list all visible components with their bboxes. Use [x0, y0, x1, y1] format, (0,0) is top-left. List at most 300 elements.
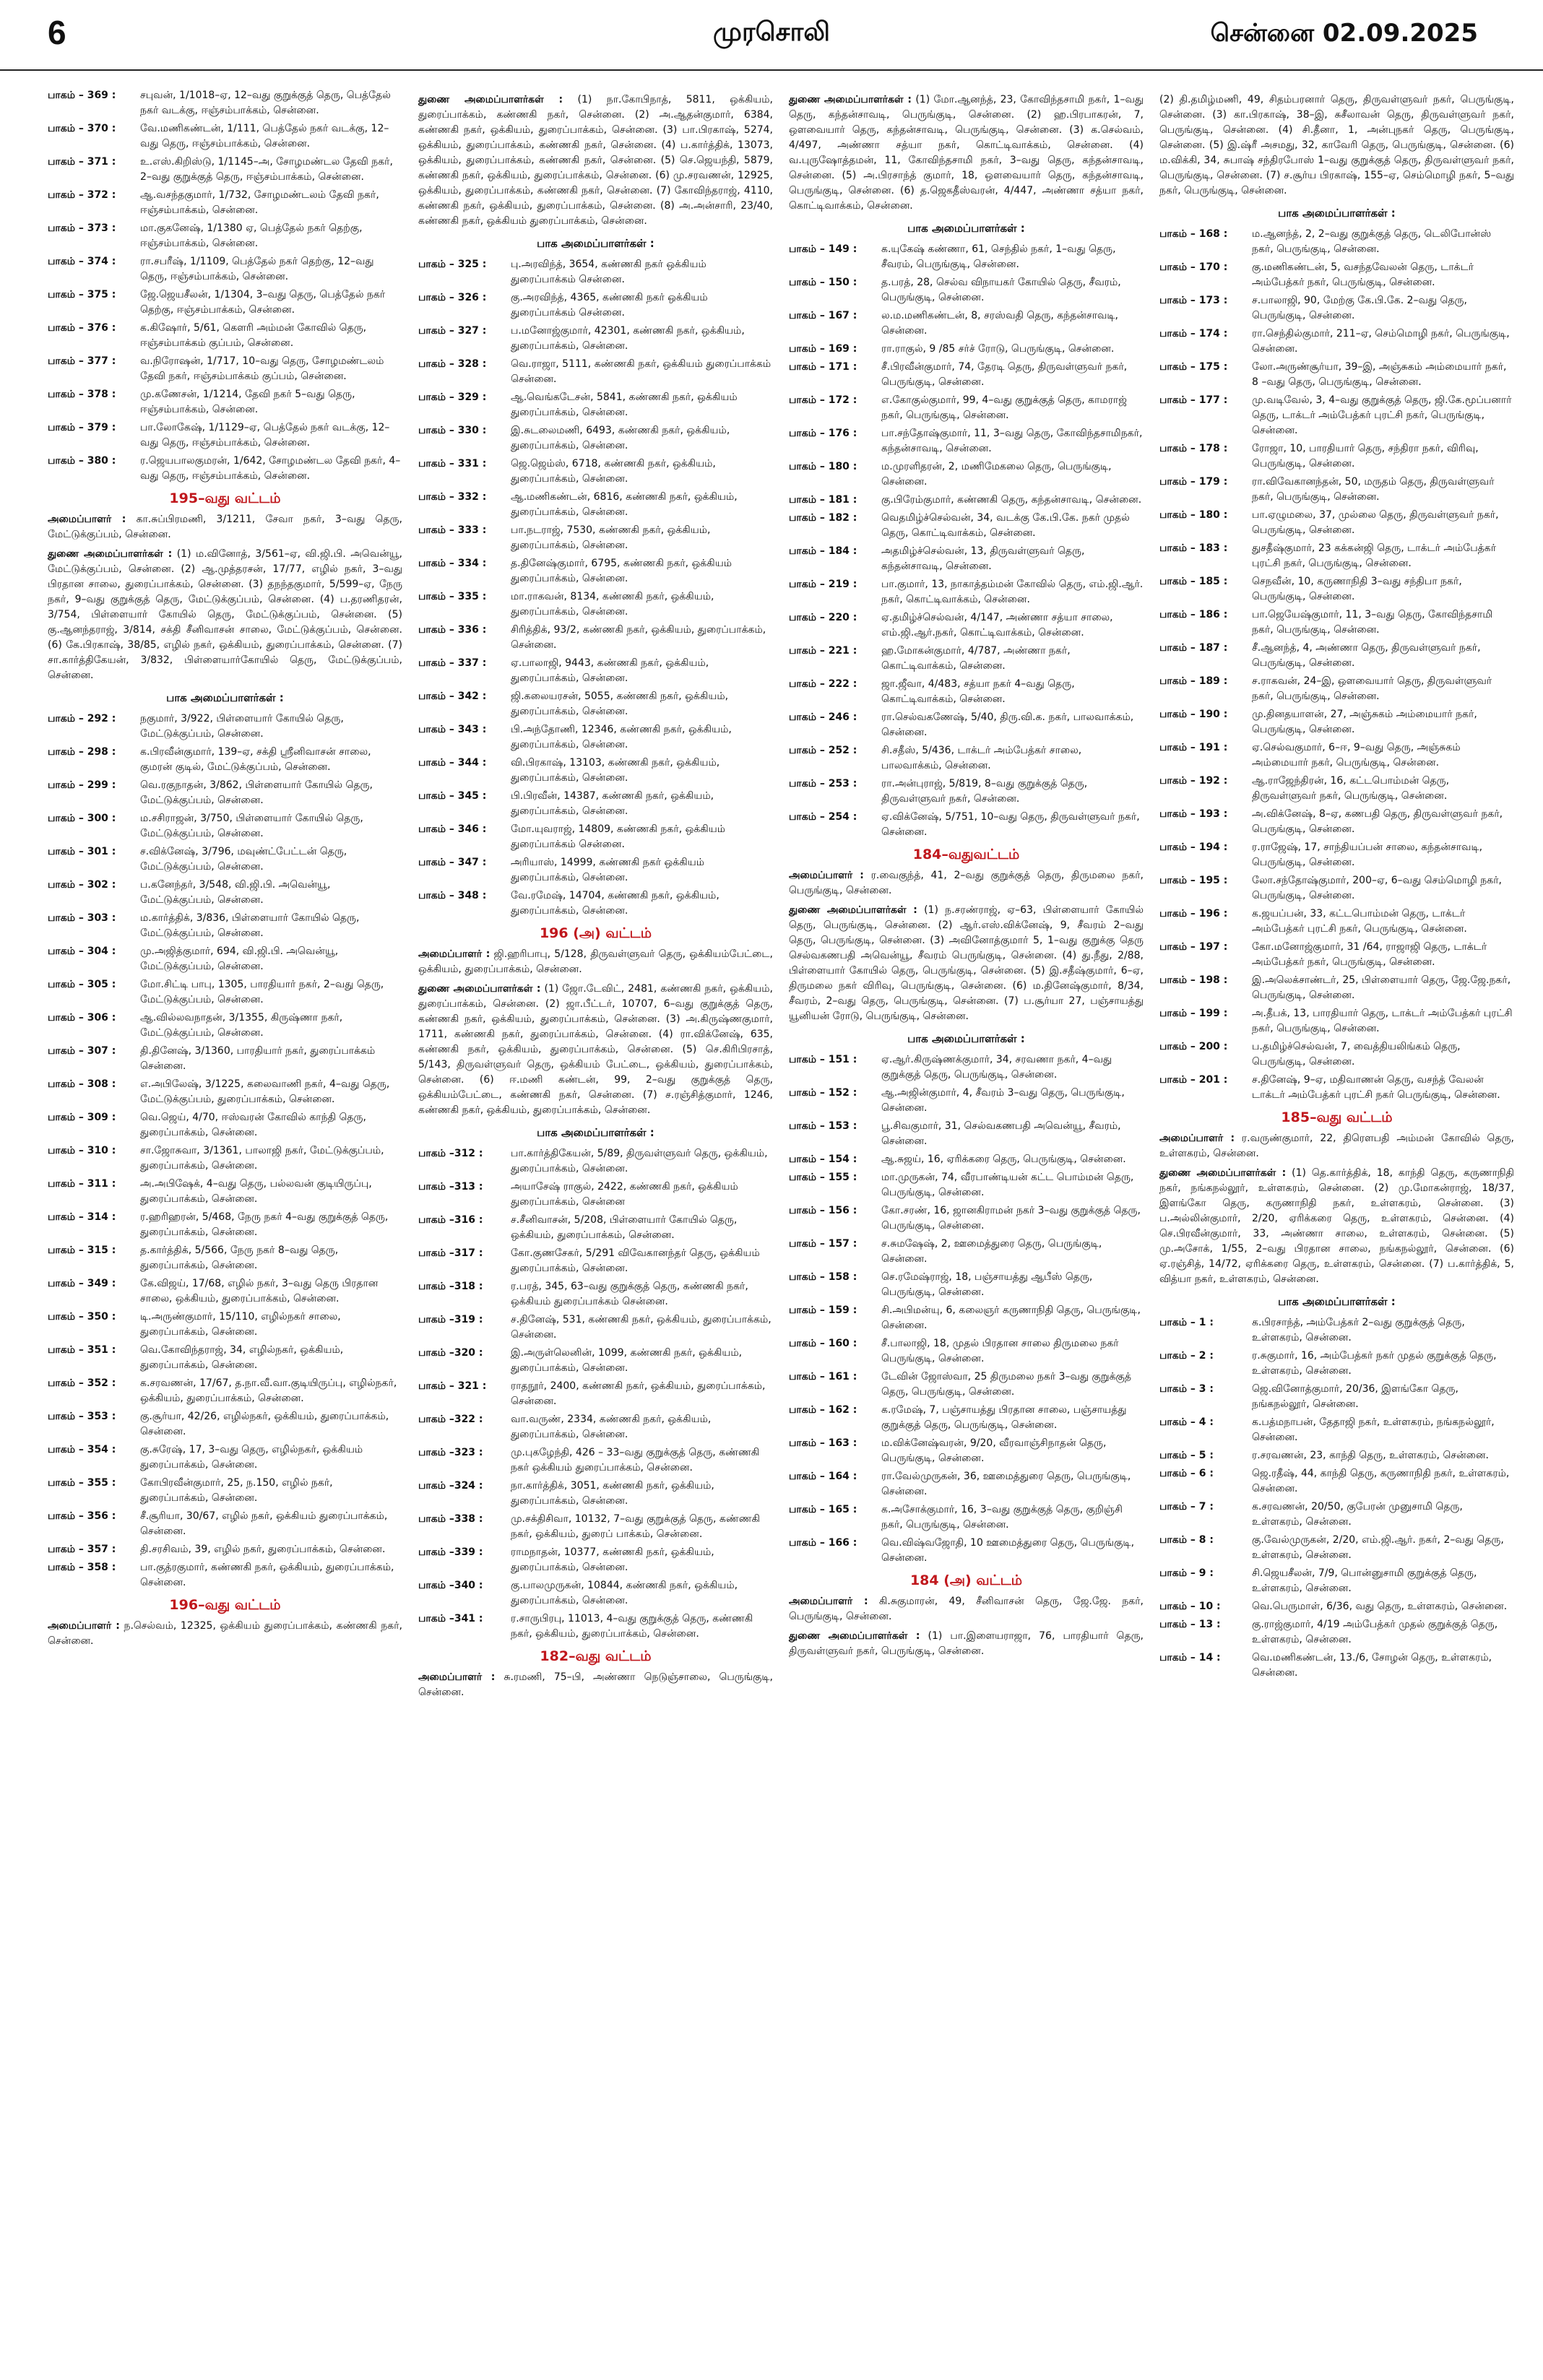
list-item	[418, 1578, 773, 1609]
list-item	[48, 911, 402, 941]
booth-details: த.பரத், 28, செல்வ விநாயகர் கோயில் தெரு, சீவரம், பெருங்குடி, சென்னை.	[881, 277, 1121, 303]
booth-details: லோ.சந்தோஷ்குமார், 200–ஏ, 6–வது செம்மொழி நகர், பெருங்குடி, சென்னை.	[1252, 875, 1502, 901]
booth-label: பாகம் – 301 :	[48, 846, 116, 857]
booth-details: சி.ஜெயசீலன், 7/9, பொன்னுசாமி குறுக்குத் தெரு, உள்ளகரம், சென்னை.	[1252, 1567, 1477, 1594]
booth-details: ஜெ.ரதீஷ், 44, காந்தி தெரு, கருணாநிதி நகர், உள்ளகரம், சென்னை.	[1252, 1468, 1510, 1494]
para-text: (1) ந.சரண்ராஜ், ஏ–63, பிள்ளையார் கோயில் தெரு, பெருங்குடி, சென்னை. (2) ஆர்.எஸ்.விக்னேஷ், 9, சீவரம் 2–வது தெரு, பெருங்குடி, சென்னை. (3) அவினோத்குமார் 5, 1–வது குறுக்கு தெரு செல்வகணபதி அவென்யூ, சீவரம் பெருங்குடி, சென்னை. (4) து.நீது, 2/88, பிள்ளையார் கோயில் தெரு, பெருங்குடி, சென்னை. (5) இ.சதீஷ்குமார், 6–ஏ, திருமலை நகர் விரிவு, பெருங்குடி, சென்னை. (6) ம.தினேஷ்குமார், 8/34, சீவரம், 2–வது தெரு, பெருங்குடி, சென்னை. (7) ப.சூர்யா 27, பஞ்சாயத்து யூனியன் ரோடு, பெருங்குடி, சென்னை.	[789, 904, 1144, 1022]
booth-label: பாகம் – 187 :	[1159, 642, 1228, 654]
page-header	[0, 0, 1543, 71]
section-heading: 184 (அ) வட்டம்	[909, 1572, 1023, 1588]
booth-details: வே.மணிகண்டன், 1/111, பெத்தேல் நகர் வடக்கு, 12– வது தெரு, ஈஞ்சம்பாக்கம், சென்னை.	[140, 123, 389, 150]
list-item	[48, 188, 402, 218]
booth-details: பா.ஜெயேஷ்குமார், 11, 3–வது தெரு, கோவிந்தசாமி நகர், பெருங்குடி, சென்னை.	[1252, 609, 1493, 636]
booth-label: பாகம் – 184 :	[789, 545, 857, 557]
list-item	[418, 423, 773, 454]
booth-label: பாகம் – 292 :	[48, 713, 116, 724]
booth-details: வெ.ரகுநாதன், 3/862, பிள்ளையார் கோயில் தெரு, மேட்டுக்குப்பம், சென்னை.	[140, 779, 373, 806]
booth-details: கு.வேல்முருகன், 2/20, எம்.ஜி.ஆர். நகர், 2–வது தெரு, உள்ளகரம், சென்னை.	[1252, 1534, 1504, 1561]
booth-details: துசதீஷ்குமார், 23 கக்கன்ஜி தெரு, டாக்டர் அம்பேத்கர் புரட்சி நகர், பெருங்குடி, சென்னை.	[1252, 542, 1497, 569]
booth-label: பாகம் – 196 :	[1159, 908, 1228, 919]
booth-label: பாகம் – 10 :	[1159, 1601, 1221, 1612]
para-label: அமைப்பாளர் :	[1159, 1133, 1235, 1144]
list-item	[418, 1246, 773, 1276]
booth-label: பாகம் – 246 :	[789, 711, 857, 723]
list-item	[1159, 1566, 1514, 1596]
entry-list	[418, 257, 773, 919]
booth-details: மு.சக்திசிவா, 10132, 7–வது குறுக்குத் தெரு, கண்ணகி நகர், ஒக்கியம், துரைப் பாக்கம், சென்னை.	[511, 1513, 760, 1540]
booth-label: பாகம் – 170 :	[1159, 261, 1228, 273]
para-label: துணை அமைப்பாளர்கள் :	[1159, 1167, 1287, 1179]
list-item	[418, 1346, 773, 1376]
list-item	[1159, 441, 1514, 472]
entry-list	[789, 242, 1144, 840]
organizer-paragraph	[789, 1594, 1144, 1624]
booth-details: க.கிஷோர், 5/61, கௌரி அம்மன் கோவில் தெரு, ஈஞ்சம்பாக்கம் குப்பம், சென்னை.	[140, 322, 367, 349]
list-item	[789, 1086, 1144, 1116]
list-item	[789, 1369, 1144, 1400]
booth-details: மா.முருகன், 74, வீரபாண்டியன் கட்ட பொம்மன் தெரு, பெருங்குடி, சென்னை.	[881, 1172, 1134, 1198]
booth-details: ரா.ராகுல், 9 /85 சர்ச் ரோடு, பெருங்குடி, சென்னை.	[881, 343, 1115, 355]
list-item	[1159, 1617, 1514, 1648]
booth-label: பாகம் – 334 :	[418, 558, 487, 569]
para-text: (1) ம.வினோத், 3/561–ஏ, வி.ஜி.பி. அவென்யூ, மேட்டுக்குப்பம், சென்னை. (2) ஆ.முத்தரசன், 17/77, எழில் நகர், 3–வது பிரதான சாலை, துரைப்பாக்கம், சென்னை. (3) தநந்தகுமார், 5/599–ஏ, நேரு நகர், 9–வது குறுக்குத் தெரு, மேட்டுக்குப்பம், சென்னை. (4) ப.தரணிதரன், 3/754, பிள்ளையார் கோயில் தெரு, மேட்டுக்குப்பம், சென்னை. (5) கு.ஆனந்தராஜ், 3/814, சக்தி சீனிவாசன் சாலை, மேட்டுக்குப்பம், சென்னை. (6) கே.பிரகாஷ், 38/85, எழில் நகர், ஒக்கியம், துரைப்பாக்கம், சென்னை. (7) சா.கார்த்திகேயன், 3/832, பிள்ளையார்கோயில் தெரு, மேட்டுக்குப்பம், சென்னை.	[48, 548, 403, 681]
booth-details: டி.அருண்குமார், 15/110, எழில்நகர் சாலை, துரைப்பாக்கம், சென்னை.	[140, 1311, 341, 1338]
booth-label: பாகம் –341 :	[418, 1613, 483, 1624]
booth-details: ஜே.ஜெயசீலன், 1/1304, 3–வது தெரு, பெத்தேல் நகர் தெற்கு, ஈஞ்சம்பாக்கம், சென்னை.	[140, 289, 386, 316]
organizer-paragraph	[48, 1619, 402, 1649]
booth-details: டேவின் ஜோஸ்வா, 25 திருமலை நகர் 3–வது குறுக்குத் தெரு, பெருங்குடி, சென்னை.	[881, 1371, 1132, 1398]
booth-details: இ.அலெக்சாண்டர், 25, பிள்ளையார் தெரு, ஜே.ஜே.நகர், பெருங்குடி, சென்னை.	[1252, 974, 1511, 1001]
booth-label: பாகம் – 191 :	[1159, 742, 1228, 753]
column-3	[789, 88, 1144, 1705]
booth-label: பாகம் – 350 :	[48, 1311, 116, 1323]
para-text: (1) ஜோ.டேவிட், 2481, கண்ணகி நகர், ஒக்கியம், துரைப்பாக்கம், சென்னை. (2) ஜா.பீட்டர், 10707, 6–வது குறுக்குத் தெரு, கண்ணகி நகர், ஒக்கியம், துரைப்பாக்கம், சென்னை. (3) அ.கிருஷ்ணகுமார், 1711, கண்ணகி நகர், துரைப்பாக்கம், சென்னை. (4) ரா.விக்னேஷ், 635, கண்ணகி நகர், ஒக்கியம், துரைப்பாக்கம், சென்னை. (5) செ.கிரிபிரசாத், 5/143, திருவள்ளுவர் தெரு, ஒக்கியம் பேட்டை, ஒக்கியம், துரைப்பாக்கம், சென்னை. (6) ஈ.மணி கண்டன், 99, 2–வது குறுக்குத் தெரு, ஒக்கியம்பேட்டை, கண்ணகி நகர், சென்னை. (7) ச.ரஞ்சித்குமார், 1246, கண்ணகி நகர், ஒக்கியம், துரைப்பாக்கம், சென்னை.	[418, 983, 773, 1116]
booth-details: ச.தினேஷ், 9–ஏ, மதிவாணன் தெரு, வசந்த் வேலன் டாக்டர் அம்பேத்கர் புரட்சி நகர் பெருங்குடி, சென்னை.	[1252, 1074, 1500, 1101]
list-item	[789, 1237, 1144, 1267]
organizer-paragraph	[789, 903, 1144, 1024]
list-item	[1159, 1315, 1514, 1346]
booth-label: பாகம் –338 :	[418, 1513, 483, 1525]
booth-label: பாகம் – 331 :	[418, 458, 487, 469]
booth-label: பாகம் – 157 :	[789, 1238, 857, 1250]
booth-label: பாகம் – 347 :	[418, 857, 487, 868]
booth-label: பாகம் – 254 :	[789, 811, 857, 823]
booth-label: பாகம் –318 :	[418, 1281, 483, 1292]
list-item	[418, 722, 773, 753]
booth-details: ரா.சபரீஷ், 1/1109, பெத்தேல் நகர் தெற்கு, 12–வது தெரு, ஈஞ்சம்பாக்கம், சென்னை.	[140, 256, 374, 282]
list-item	[48, 1044, 402, 1074]
section-heading: 196–வது வட்டம்	[169, 1597, 281, 1613]
list-item	[48, 1143, 402, 1174]
list-item	[1159, 807, 1514, 837]
list-item	[48, 155, 402, 185]
booth-label: பாகம் – 193 :	[1159, 808, 1228, 820]
list-item	[1159, 940, 1514, 970]
organizer-paragraph	[789, 868, 1144, 899]
booth-details: ஏ.பாலாஜி, 9443, கண்ணகி நகர், ஒக்கியம், துரைப்பாக்கம், சென்னை.	[511, 657, 709, 684]
list-item	[1159, 574, 1514, 605]
booth-details: கு.சூர்யா, 42/26, எழில்நகர், ஒக்கியம், துரைப்பாக்கம், சென்னை.	[140, 1411, 389, 1437]
list-item	[789, 544, 1144, 574]
booth-label: பாகம் – 314 :	[48, 1211, 116, 1223]
booth-label: பாகம் – 371 :	[48, 156, 116, 168]
entry-list	[789, 1052, 1144, 1566]
booth-details: ரா.செல்வகணேஷ், 5/40, திரு.வி.க. நகர், பாலவாக்கம், சென்னை.	[881, 711, 1134, 738]
booth-label: பாகம் –324 :	[418, 1480, 483, 1492]
list-item	[789, 342, 1144, 357]
booth-details: ம.ஆனந்த், 2, 2–வது குறுக்குத் தெரு, டெலிபோன்ஸ் நகர், பெருங்குடி, சென்னை.	[1252, 228, 1492, 255]
booth-label: பாகம் – 153 :	[789, 1120, 857, 1132]
para-text: (1) பா.இளையராஜா, 76, பாரதியார் தெரு, திருவள்ளுவர் நகர், பெருங்குடி, சென்னை.	[789, 1630, 1144, 1657]
section-heading: 195–வது வட்டம்	[169, 490, 281, 506]
list-item	[418, 689, 773, 719]
booth-label: பாகம் – 163 :	[789, 1437, 857, 1449]
booth-details: வா.வருண், 2334, கண்ணகி நகர், ஒக்கியம், துரைப்பாக்கம், சென்னை.	[511, 1414, 712, 1440]
section-heading: 182–வது வட்டம்	[540, 1648, 652, 1664]
booth-details: மு.அஜித்குமார், 694, வி.ஜி.பி. அவென்யூ, மேட்டுக்குப்பம், சென்னை.	[140, 945, 339, 972]
booth-details: ர.ராஜேஷ், 17, சாந்தியப்பன் சாலை, கந்தன்சாவடி, பெருங்குடி, சென்னை.	[1252, 841, 1483, 868]
sub-heading: பாக அமைப்பாளர்கள் :	[537, 1126, 654, 1139]
section-heading: 185–வது வட்டம்	[1281, 1109, 1393, 1125]
booth-details: செநவீன், 10, கருணாநிதி 3–வது சந்திபா நகர், பெருங்குடி, சென்னை.	[1252, 576, 1462, 602]
booth-details: கு.பிரேம்குமார், கண்ணகி தெரு, கந்தன்சாவடி, சென்னை.	[881, 494, 1142, 506]
column-1	[48, 88, 402, 1705]
booth-details: கோபிரவீன்குமார், 25, ந.150, எழில் நகர், துரைப்பாக்கம், சென்னை.	[140, 1477, 333, 1504]
booth-details: அ.அபிஷேக், 4–வது தெரு, பல்லவன் குடியிருப்பு, துரைப்பாக்கம், சென்னை.	[140, 1178, 372, 1205]
booth-label: பாகம் –320 :	[418, 1347, 483, 1359]
para-text: கி.சுகுமாரன், 49, சீனிவாசன் தெரு, ஜே.ஜே. நகர், பெருங்குடி, சென்னை.	[789, 1596, 1144, 1622]
booth-label: பாகம் – 378 :	[48, 389, 116, 400]
list-item	[418, 589, 773, 620]
booth-details: ச.பாலாஜி, 90, மேற்கு கே.பி.கே. 2–வது தெரு, பெருங்குடி, சென்னை.	[1252, 295, 1467, 321]
booth-label: பாகம் – 182 :	[789, 512, 857, 524]
booth-details: அ.விக்னேஷ், 8–ஏ, கணபதி தெரு, திருவள்ளுவர் நகர், பெருங்குடி, சென்னை.	[1252, 808, 1503, 835]
list-item	[789, 1270, 1144, 1300]
booth-details: கு.சுரேஷ், 17, 3–வது தெரு, எழில்நகர், ஒக்கியம் துரைப்பாக்கம், சென்னை.	[140, 1444, 363, 1471]
list-item	[789, 577, 1144, 607]
booth-details: க.ஜயப்பன், 33, கட்டபொம்மன் தெரு, டாக்டர் அம்பேத்கர் புரட்சி நகர், பெருங்குடி, சென்னை.	[1252, 908, 1467, 935]
organizer-paragraph	[1159, 1131, 1514, 1161]
booth-details: ச.ராகவன், 24–இ, ஒளவையார் தெரு, திருவள்ளுவர் நகர், பெருங்குடி, சென்னை.	[1252, 675, 1492, 702]
booth-label: பாகம் – 198 :	[1159, 974, 1228, 986]
entry-list	[1159, 1315, 1514, 1681]
para-label: அமைப்பாளர் :	[48, 514, 126, 525]
list-item	[418, 1379, 773, 1409]
organizer-paragraph	[789, 92, 1144, 214]
booth-label: பாகம் – 14 :	[1159, 1652, 1221, 1663]
booth-details: ரா.விவேகானந்தன், 50, மருதம் தெரு, திருவள்ளுவர் நகர், பெருங்குடி, சென்னை.	[1252, 476, 1495, 503]
list-item	[1159, 227, 1514, 257]
list-item	[418, 855, 773, 886]
sub-heading: பாக அமைப்பாளர்கள் :	[1278, 207, 1396, 220]
booth-details: கு.மணிகண்டன், 5, வசந்தவேலன் தெரு, டாக்டர் அம்பேத்கர் நகர், பெருங்குடி, சென்னை.	[1252, 261, 1474, 288]
list-item	[48, 254, 402, 285]
booth-label: பாகம் – 179 :	[1159, 476, 1228, 488]
booth-details: ஜி.கலையரசன், 5055, கண்ணகி நகர், ஒக்கியம், துரைப்பாக்கம், சென்னை.	[511, 691, 729, 717]
list-item	[418, 822, 773, 852]
booth-label: பாகம் – 3 :	[1159, 1383, 1214, 1395]
booth-label: பாகம் – 325 :	[418, 259, 487, 270]
booth-details: சபுவன், 1/1018–ஏ, 12–வது குறுக்குத் தெரு, பெத்தேல் நகர் வடக்கு, ஈஞ்சம்பாக்கம், சென்னை.	[140, 90, 391, 116]
list-item	[48, 1011, 402, 1041]
booth-label: பாகம் – 358 :	[48, 1562, 116, 1573]
booth-details: ஏ.தமிழ்ச்செல்வன், 4/147, அண்ணா சத்யா சாலை, எம்.ஜி.ஆர்.நகர், கொட்டிவாக்கம், சென்னை.	[881, 612, 1113, 639]
booth-label: பாகம் – 375 :	[48, 289, 116, 300]
list-item	[1159, 674, 1514, 704]
list-item	[418, 290, 773, 321]
booth-details: ர.சரவணன், 23, காந்தி தெரு, உள்ளகரம், சென்னை.	[1252, 1450, 1489, 1461]
booth-label: பாகம் – 161 :	[789, 1371, 857, 1382]
booth-label: பாகம் –319 :	[418, 1314, 483, 1325]
organizer-paragraph	[48, 512, 402, 542]
list-item	[789, 1403, 1144, 1433]
booth-details: ர.சாருபிரபு, 11013, 4–வது குறுக்குத் தெரு, கண்ணகி நகர், ஒக்கியம், துரைப்பாக்கம், சென்னை.	[511, 1613, 753, 1640]
booth-details: ரா.செந்தில்குமார், 211–ஏ, செம்மொழி நகர், பெருங்குடி, சென்னை.	[1252, 328, 1510, 355]
booth-label: பாகம் – 183 :	[1159, 542, 1228, 554]
newspaper-title: முரசொலி	[713, 17, 830, 47]
booth-label: பாகம் – 5 :	[1159, 1450, 1214, 1461]
booth-label: பாகம் – 197 :	[1159, 941, 1228, 953]
booth-details: க.ரமேஷ், 7, பஞ்சாயத்து பிரதான சாலை, பஞ்சாயத்து குறுக்குத் தெரு, பெருங்குடி, சென்னை.	[881, 1404, 1127, 1431]
list-item	[789, 810, 1144, 840]
booth-label: பாகம் – 357 :	[48, 1544, 116, 1555]
booth-details: நா.கார்த்திக், 3051, கண்ணகி நகர், ஒக்கியம், துரைப்பாக்கம், சென்னை.	[511, 1480, 714, 1507]
list-item	[1159, 1039, 1514, 1070]
booth-label: பாகம் – 299 :	[48, 779, 116, 791]
booth-label: பாகம் – 169 :	[789, 343, 857, 355]
booth-label: பாகம் – 13 :	[1159, 1619, 1221, 1630]
booth-details: ஆ.அஜின்குமார், 4, சீவரம் 3–வது தெரு, பெருங்குடி, சென்னை.	[881, 1087, 1125, 1114]
booth-label: பாகம் – 195 :	[1159, 875, 1228, 886]
list-item	[1159, 973, 1514, 1003]
booth-details: வெ.ராஜா, 5111, கண்ணகி நகர், ஒக்கியம் துரைப்பாக்கம் சென்னை.	[511, 358, 772, 385]
list-item	[789, 1119, 1144, 1149]
list-item	[1159, 360, 1514, 390]
booth-details: வெ.ஜெய், 4/70, ஈஸ்வரன் கோவில் காந்தி தெரு, துரைப்பாக்கம், சென்னை.	[140, 1112, 366, 1138]
list-item	[48, 778, 402, 808]
list-item	[1159, 707, 1514, 737]
booth-details: இ.அருள்லெனின், 1099, கண்ணகி நகர், ஒக்கியம், துரைப்பாக்கம், சென்னை.	[511, 1347, 743, 1374]
booth-label: பாகம் –312 :	[418, 1148, 483, 1159]
booth-label: பாகம் – 168 :	[1159, 228, 1228, 240]
list-item	[418, 257, 773, 287]
booth-label: பாகம் – 370 :	[48, 123, 116, 134]
booth-label: பாகம் – 332 :	[418, 491, 487, 503]
booth-details: லோ.அருண்சூர்யா, 39–இ, அஞ்சுகம் அம்மையார் நகர், 8 –வது தெரு, பெருங்குடி, சென்னை.	[1252, 361, 1507, 388]
booth-label: பாகம் – 330 :	[418, 425, 487, 436]
list-item	[418, 1412, 773, 1442]
list-item	[789, 610, 1144, 641]
booth-label: பாகம் – 333 :	[418, 524, 487, 536]
booth-label: பாகம் – 9 :	[1159, 1567, 1214, 1579]
list-item	[48, 221, 402, 251]
list-item	[1159, 1415, 1514, 1445]
list-item	[48, 121, 402, 152]
list-item	[789, 1303, 1144, 1333]
entry-list	[48, 88, 402, 484]
booth-label: பாகம் – 175 :	[1159, 361, 1228, 373]
booth-label: பாகம் – 252 :	[789, 745, 857, 756]
list-item	[418, 390, 773, 420]
booth-details: ம.கார்த்திக், 3/836, பிள்ளையார் கோயில் தெரு, மேட்டுக்குப்பம், சென்னை.	[140, 912, 360, 939]
list-item	[1159, 873, 1514, 904]
booth-details: ர.ஹரிஹரன், 5/468, நேரு நகர் 4–வது குறுக்குத் தெரு, துரைப்பாக்கம், சென்னை.	[140, 1211, 389, 1238]
list-item	[1159, 326, 1514, 357]
para-text: ஜி.ஹரிபாபு, 5/128, திருவள்ளுவர் தெரு, ஒக்கியம்பேட்டை, ஒக்கியம், துரைப்பாக்கம், சென்னை.	[418, 948, 773, 975]
list-item	[1159, 541, 1514, 571]
para-label: அமைப்பாளர் :	[418, 948, 490, 960]
list-item	[1159, 1500, 1514, 1530]
list-item	[418, 556, 773, 587]
booth-details: ம.முரளிதரன், 2, மணிமேகலை தெரு, பெருங்குடி, சென்னை.	[881, 461, 1112, 488]
booth-details: வெ.மணிகண்டன், 13./6, சோழன் தெரு, உள்ளகரம், சென்னை.	[1252, 1652, 1492, 1679]
booth-details: ப.தமிழ்ச்செல்வன், 7, வைத்தியலிங்கம் தெரு, பெருங்குடி, சென்னை.	[1252, 1041, 1461, 1068]
booth-label: பாகம் – 329 :	[418, 391, 487, 403]
list-item	[789, 677, 1144, 707]
booth-label: பாகம் – 327 :	[418, 325, 487, 337]
booth-label: பாகம் – 194 :	[1159, 841, 1228, 853]
list-item	[1159, 1006, 1514, 1037]
list-item	[1159, 774, 1514, 804]
sub-heading: பாக அமைப்பாளர்கள் :	[1278, 1295, 1396, 1308]
booth-label: பாகம் – 221 :	[789, 645, 857, 657]
organizer-paragraph	[418, 1670, 773, 1700]
list-item	[1159, 1650, 1514, 1681]
list-item	[789, 1536, 1144, 1566]
entry-list	[1159, 227, 1514, 1103]
para-label: அமைப்பாளர் :	[789, 870, 864, 881]
booth-details: சீ.பாலாஜி, 18, முதல் பிரதான சாலை திருமலை நகர் பெருங்குடி, சென்னை.	[881, 1338, 1119, 1364]
booth-details: கோ.குணசேகர், 5/291 விவேகானந்தர் தெரு, ஒக்கியம் துரைப்பாக்கம், சென்னை.	[511, 1247, 760, 1274]
booth-details: ரா.அன்புராஜ், 5/819, 8–வது குறுக்குத் தெரு, திருவள்ளுவர் நகர், சென்னை.	[881, 778, 1088, 805]
list-item	[418, 623, 773, 653]
list-item	[1159, 475, 1514, 505]
booth-details: அரியாஸ், 14999, கண்ணகி நகர் ஒக்கியம் துரைப்பாக்கம், சென்னை.	[511, 857, 704, 883]
booth-details: ஏ.செல்வகுமார், 6–ஈ, 9–வது தெரு, அஞ்சுகம் அம்மையார் நகர், பெருங்குடி, சென்னை.	[1252, 742, 1461, 769]
list-item	[418, 756, 773, 786]
booth-label: பாகம் – 150 :	[789, 277, 857, 288]
booth-label: பாகம் – 343 :	[418, 724, 487, 735]
booth-details: ஹ.மோகன்குமார், 4/787, அண்ணா நகர், கொட்டிவாக்கம், சென்னை.	[881, 645, 1071, 672]
booth-label: பாகம் – 337 :	[418, 657, 487, 669]
booth-details: கோ.சரண், 16, ஜானகிராமன் நகர் 3–வது குறுக்குத் தெரு, பெருங்குடி, சென்னை.	[881, 1205, 1141, 1232]
list-item	[789, 1203, 1144, 1234]
list-item	[48, 1442, 402, 1473]
booth-details: மோ.சிட்டி பாபு, 1305, பாரதியார் நகர், 2–வது தெரு, மேட்டுக்குப்பம், சென்னை.	[140, 979, 384, 1005]
sub-heading: பாக அமைப்பாளர்கள் :	[907, 222, 1025, 235]
booth-label: பாகம் – 4 :	[1159, 1416, 1214, 1428]
booth-label: பாகம் – 186 :	[1159, 609, 1228, 620]
list-item	[789, 1052, 1144, 1083]
booth-details: பூ.சிவகுமார், 31, செல்வகணபதி அவென்யூ, சீவரம், சென்னை.	[881, 1120, 1121, 1147]
list-item	[418, 1545, 773, 1575]
list-item	[48, 844, 402, 875]
booth-details: எ.கோகுல்குமார், 99, 4–வது குறுக்குத் தெரு, காமராஜ் நகர், பெருங்குடி, சென்னை.	[881, 394, 1127, 421]
booth-label: பாகம் – 1 :	[1159, 1317, 1214, 1328]
booth-details: வ.நிரோஷன், 1/717, 10–வது தெரு, சோழமண்டலம் தேவி நகர், ஈஞ்சம்பாக்கம் குப்பம், சென்னை.	[140, 355, 384, 382]
booth-label: பாகம் – 185 :	[1159, 576, 1228, 587]
list-item	[48, 354, 402, 384]
booth-label: பாகம் – 219 :	[789, 579, 857, 590]
entry-list	[48, 711, 402, 1591]
organizer-paragraph	[789, 1629, 1144, 1659]
booth-details: பா.நடராஜ், 7530, கண்ணகி நகர், ஒக்கியம், துரைப்பாக்கம், சென்னை.	[511, 524, 711, 551]
booth-label: பாகம் – 222 :	[789, 678, 857, 690]
list-item	[48, 1376, 402, 1406]
list-item	[48, 1243, 402, 1273]
list-item	[48, 1210, 402, 1240]
list-item	[1159, 1073, 1514, 1103]
list-item	[418, 1213, 773, 1243]
booth-details: வி.பிரகாஷ், 13103, கண்ணகி நகர், ஒக்கியம், துரைப்பாக்கம், சென்னை.	[511, 757, 720, 784]
list-item	[1159, 1466, 1514, 1497]
booth-label: பாகம் – 342 :	[418, 691, 487, 702]
list-item	[1159, 740, 1514, 771]
booth-details: பா.குத்ரகுமார், கண்ணகி நகர், ஒக்கியம், துரைப்பாக்கம், சென்னை.	[140, 1562, 394, 1588]
booth-details: மு.கணேசன், 1/1214, தேவி நகர் 5–வது தெரு, ஈஞ்சம்பாக்கம், சென்னை.	[140, 389, 355, 415]
booth-details: ஆ.வசந்தகுமார், 1/732, சோழமண்டலம் தேவி நகர், ஈஞ்சம்பாக்கம், சென்னை.	[140, 189, 379, 216]
booth-label: பாகம் – 300 :	[48, 813, 116, 824]
booth-label: பாகம் – 336 :	[418, 624, 487, 636]
list-item	[1159, 260, 1514, 290]
booth-details: வெ.பெருமாள், 6/36, வது தெரு, உள்ளகரம், சென்னை.	[1252, 1601, 1508, 1612]
list-item	[1159, 607, 1514, 638]
organizer-paragraph	[418, 982, 773, 1118]
booth-details: வெதமிழ்ச்செல்வன், 34, வடக்கு கே.பி.கே. நகர் முதல் தெரு, கொட்டிவாக்கம், சென்னை.	[881, 512, 1130, 539]
booth-label: பாகம் – 6 :	[1159, 1468, 1214, 1479]
booth-details: சி.சதீஸ், 5/436, டாக்டர் அம்பேத்கர் சாலை, பாலவாக்கம், சென்னை.	[881, 745, 1082, 771]
booth-label: பாகம் – 310 :	[48, 1145, 116, 1156]
booth-details: சி.அபிமன்யு, 6, கலைஞர் கருணாநிதி தெரு, பெருங்குடி, சென்னை.	[881, 1304, 1141, 1331]
booth-details: ஜெ.வினோத்குமார், 20/36, இளங்கோ தெரு, நங்கநல்லூர், சென்னை.	[1252, 1383, 1458, 1410]
booth-details: க.அசோக்குமார், 16, 3–வது குறுக்குத் தெரு, குறிஞ்சி நகர், பெருங்குடி, சென்னை.	[881, 1504, 1123, 1531]
list-item	[418, 888, 773, 919]
booth-label: பாகம் – 308 :	[48, 1078, 116, 1090]
booth-label: பாகம் – 200 :	[1159, 1041, 1228, 1052]
booth-details: ர.சுகுமார், 16, அம்பேத்கர் நகர் முதல் குறுக்குத் தெரு, உள்ளகரம், சென்னை.	[1252, 1350, 1497, 1377]
para-label: அமைப்பாளர் :	[48, 1620, 120, 1632]
para-label: துணை அமைப்பாளர்கள் :	[418, 94, 563, 105]
list-item	[1159, 393, 1514, 438]
booth-details: அயாசேஷ் ராகுல், 2422, கண்ணகி நகர், ஒக்கியம் துரைப்பாக்கம், சென்னை	[511, 1181, 738, 1208]
booth-details: சீ.பிரவீன்குமார், 74, தேரடி தெரு, திருவள்ளுவர் நகர், பெருங்குடி, சென்னை.	[881, 361, 1128, 388]
list-item	[1159, 1382, 1514, 1412]
organizer-paragraph	[48, 547, 402, 683]
list-item	[418, 1479, 773, 1509]
booth-label: பாகம் – 172 :	[789, 394, 857, 406]
booth-details: பா.கார்த்திகேயன், 5/89, திருவள்ளுவர் தெரு, ஒக்கியம், துரைப்பாக்கம், சென்னை.	[511, 1148, 768, 1174]
list-item	[418, 324, 773, 354]
booth-label: பாகம் – 160 :	[789, 1338, 857, 1349]
booth-details: ஆ.வெங்கடேசன், 5841, கண்ணகி நகர், ஒக்கியம் துரைப்பாக்கம், சென்னை.	[511, 391, 738, 418]
list-item	[48, 1509, 402, 1539]
booth-label: பாகம் –317 :	[418, 1247, 483, 1259]
booth-label: பாகம் –340 :	[418, 1580, 483, 1591]
booth-details: மா.ராகவன், 8134, கண்ணகி நகர், ஒக்கியம், துரைப்பாக்கம், சென்னை.	[511, 591, 714, 618]
list-item	[418, 1445, 773, 1476]
para-text: ர.வருண்குமார், 22, திரௌபதி அம்மன் கோவில் தெரு, உள்ளகரம், சென்னை.	[1159, 1133, 1514, 1159]
list-item	[48, 1560, 402, 1591]
booth-details: கு.ராஜ்குமார், 4/19 அம்பேத்கர் முதல் குறுக்குத் தெரு, உள்ளகரம், சென்னை.	[1252, 1619, 1498, 1645]
booth-label: பாகம் – 369 :	[48, 90, 116, 101]
booth-label: பாகம் – 181 :	[789, 494, 857, 506]
list-item	[1159, 293, 1514, 324]
list-item	[48, 321, 402, 351]
organizer-paragraph	[418, 947, 773, 977]
booth-label: பாகம் – 356 :	[48, 1510, 116, 1522]
columns	[0, 71, 1543, 1705]
booth-details: ராமநாதன், 10377, கண்ணகி நகர், ஒக்கியம், துரைப்பாக்கம், சென்னை.	[511, 1546, 714, 1573]
